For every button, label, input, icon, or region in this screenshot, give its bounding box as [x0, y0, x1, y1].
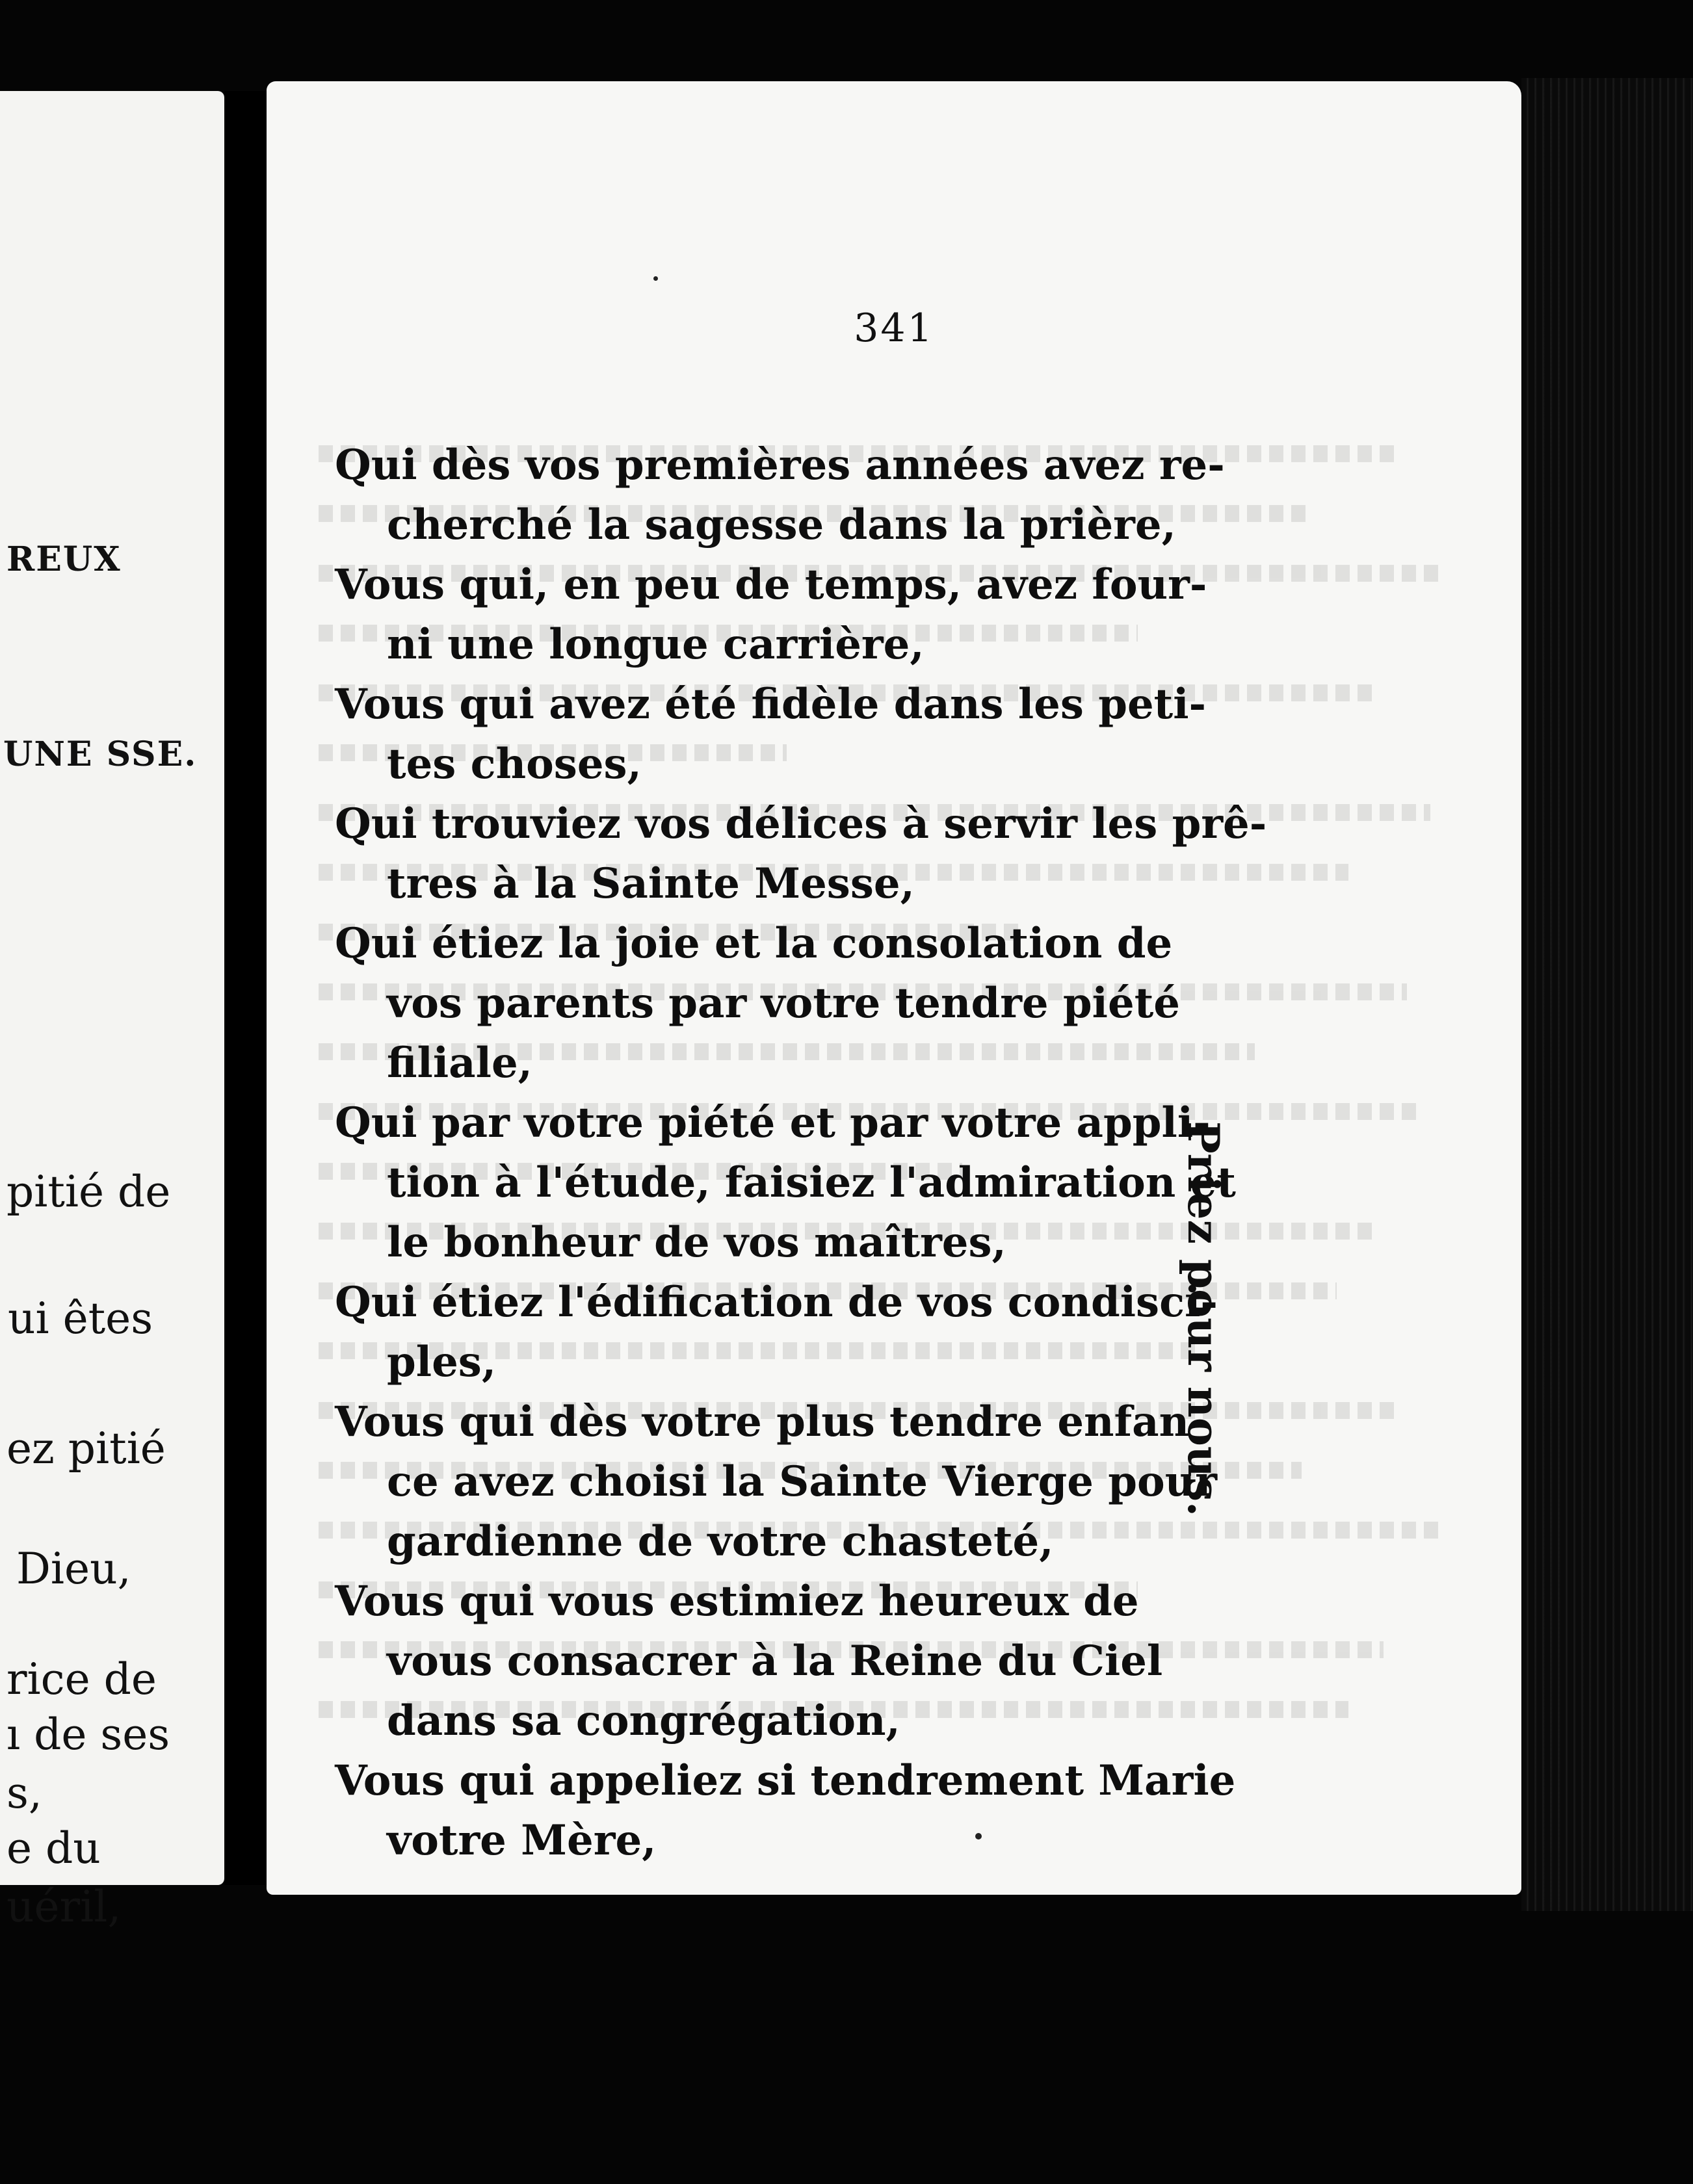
litany-line: vos parents par votre tendre piété [387, 979, 1180, 1028]
left-page-line: e du [7, 1823, 101, 1873]
page-edges [1521, 78, 1693, 1911]
litany-line: ples, [387, 1338, 497, 1386]
litany-line: Vous qui, en peu de temps, avez four- [335, 560, 1207, 609]
litany-line: Qui dès vos premières années avez re- [335, 441, 1225, 489]
litany-line: votre Mère, [387, 1816, 657, 1865]
book-page [267, 81, 1521, 1895]
left-page-line: pitié de [7, 1167, 171, 1217]
left-page-line: rice de [7, 1654, 157, 1704]
litany-line: Qui trouviez vos délices à servir les prê- [335, 800, 1267, 848]
left-page-line: ui êtes [8, 1294, 153, 1344]
left-page-line: ı de ses [7, 1710, 170, 1760]
litany-line: Vous qui appeliez si tendrement Marie [335, 1756, 1236, 1805]
ink-speck [975, 1833, 982, 1840]
litany-line: tres à la Sainte Messe, [387, 859, 915, 908]
litany-line: Qui étiez la joie et la consolation de [335, 919, 1173, 968]
litany-response: Priez pour nous. [1178, 1121, 1229, 1516]
litany-line: Qui par votre piété et par votre appli- [335, 1098, 1211, 1147]
litany-line: Qui étiez l'édification de vos condisci- [335, 1278, 1218, 1327]
litany-line: vous consacrer à la Reine du Ciel [387, 1637, 1163, 1685]
litany-line: tion à l'étude, faisiez l'admiration et [387, 1158, 1236, 1207]
litany-text [335, 436, 1267, 1871]
ink-speck [653, 276, 658, 281]
litany-line: Vous qui dès votre plus tendre enfan- [335, 1398, 1207, 1446]
litany-line: dans sa congrégation, [387, 1696, 900, 1745]
page-number: 341 [854, 306, 934, 351]
litany-line: Vous qui avez été fidèle dans les peti- [335, 680, 1207, 729]
left-page-line: REUX [7, 540, 122, 579]
left-page-line: s, [7, 1768, 42, 1818]
litany-line: ce avez choisi la Sainte Vierge pour [387, 1457, 1217, 1506]
left-page-line: UNE SSE. [3, 734, 198, 774]
book-gutter [224, 91, 267, 1885]
litany-line: le bonheur de vos maîtres, [387, 1218, 1006, 1267]
left-page-line: uéril, [7, 1882, 122, 1932]
left-page-line: Dieu, [16, 1544, 131, 1594]
litany-line: cherché la sagesse dans la prière, [387, 500, 1176, 549]
left-facing-page [0, 91, 224, 1932]
litany-line: gardienne de votre chasteté, [387, 1517, 1054, 1566]
litany-line: Vous qui vous estimiez heureux de [335, 1577, 1139, 1626]
left-page-line: ez pitié [7, 1424, 166, 1474]
litany-line: filiale, [387, 1039, 532, 1087]
litany-line: tes choses, [387, 740, 642, 788]
litany-line: ni une longue carrière, [387, 620, 925, 669]
